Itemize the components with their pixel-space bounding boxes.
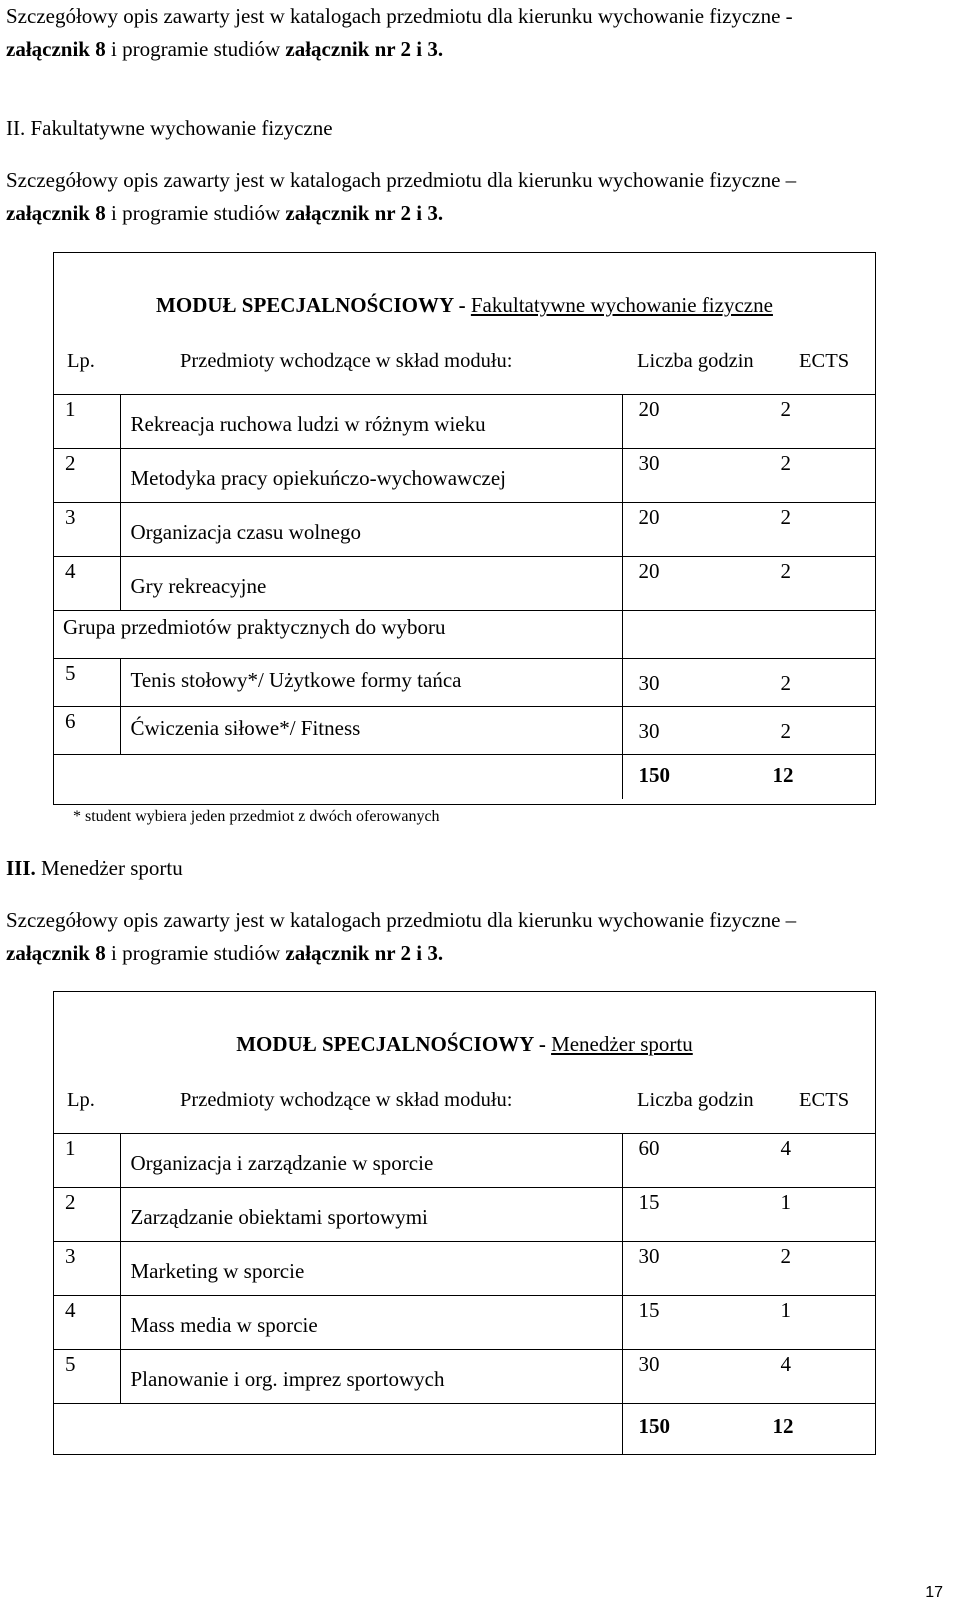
header-lp: Lp.	[67, 1089, 95, 1111]
table-row: 3 Marketing w sporcie 30 2	[53, 1242, 876, 1296]
header-hours: Liczba godzin	[637, 1089, 754, 1111]
header-ects: ECTS	[799, 350, 850, 372]
total-hours: 150	[638, 763, 670, 787]
table-row: 1 Organizacja i zarządzanie w sporcie 60 4	[53, 1134, 876, 1188]
header-ects: ECTS	[799, 1089, 850, 1111]
intro-line-2: załącznik 8 i programie studiów załącznik nr 2 i 3.	[6, 37, 444, 61]
total-hours: 150	[638, 1414, 670, 1438]
table-row: 3 Organizacja czasu wolnego 20 2	[53, 503, 876, 557]
section-3-title: III. Menedżer sportu	[6, 856, 183, 880]
total-ects: 12	[772, 1414, 794, 1438]
table-row: 2 Zarządzanie obiektami sportowymi 15 1	[53, 1188, 876, 1242]
table-row: 5 Planowanie i org. imprez sportowych 30 4	[53, 1350, 876, 1404]
module-2-title: MODUŁ SPECJALNOŚCIOWY - Menedżer sportu	[236, 1032, 693, 1056]
table-row: 1 Rekreacja ruchowa ludzi w różnym wieku 20 2	[53, 395, 876, 449]
group-label: Grupa przedmiotów praktycznych do wyboru	[63, 615, 446, 639]
section-2-description: Szczegółowy opis zawarty jest w katalogach przedmiotu dla kierunku wychowanie fizyczne – załącznik 8 i programie studiów załącznik nr 2 i 3.	[6, 168, 797, 225]
intro-line-1: Szczegółowy opis zawarty jest w katalogach przedmiotu dla kierunku wychowanie fizyczne -	[6, 4, 793, 28]
header-subjects: Przedmioty wchodzące w skład modułu:	[180, 350, 513, 372]
page-number: 17	[925, 1584, 943, 1601]
total-row	[53, 1404, 876, 1454]
header-subjects: Przedmioty wchodzące w skład modułu:	[180, 1089, 513, 1111]
table-row: 4 Gry rekreacyjne 20 2	[53, 557, 876, 611]
module-2-table	[53, 1133, 876, 1454]
module-1-table	[53, 394, 876, 799]
group-row	[53, 611, 876, 659]
header-lp: Lp.	[67, 350, 95, 372]
module-1-box	[53, 252, 876, 805]
footnote: * student wybiera jeden przedmiot z dwóch oferowanych	[73, 808, 440, 825]
total-row	[53, 755, 876, 799]
header-hours: Liczba godzin	[637, 350, 754, 372]
table-row: 4 Mass media w sporcie 15 1	[53, 1296, 876, 1350]
module-2-box	[53, 991, 876, 1455]
table-row: 2 Metodyka pracy opiekuńczo-wychowawczej 30 2	[53, 449, 876, 503]
table-row: 6 Ćwiczenia siłowe*/ Fitness 30 2	[53, 707, 876, 755]
section-3-description: Szczegółowy opis zawarty jest w katalogach przedmiotu dla kierunku wychowanie fizyczne – załącznik 8 i programie studiów załącznik nr 2 i 3.	[6, 908, 797, 965]
section-2-title: II. Fakultatywne wychowanie fizyczne	[6, 116, 333, 140]
total-ects: 12	[772, 763, 794, 787]
module-1-title: MODUŁ SPECJALNOŚCIOWY - Fakultatywne wychowanie fizyczne	[156, 293, 773, 317]
table-row: 5 Tenis stołowy*/ Użytkowe formy tańca 30 2	[53, 659, 876, 707]
intro-paragraph	[6, 0, 956, 66]
